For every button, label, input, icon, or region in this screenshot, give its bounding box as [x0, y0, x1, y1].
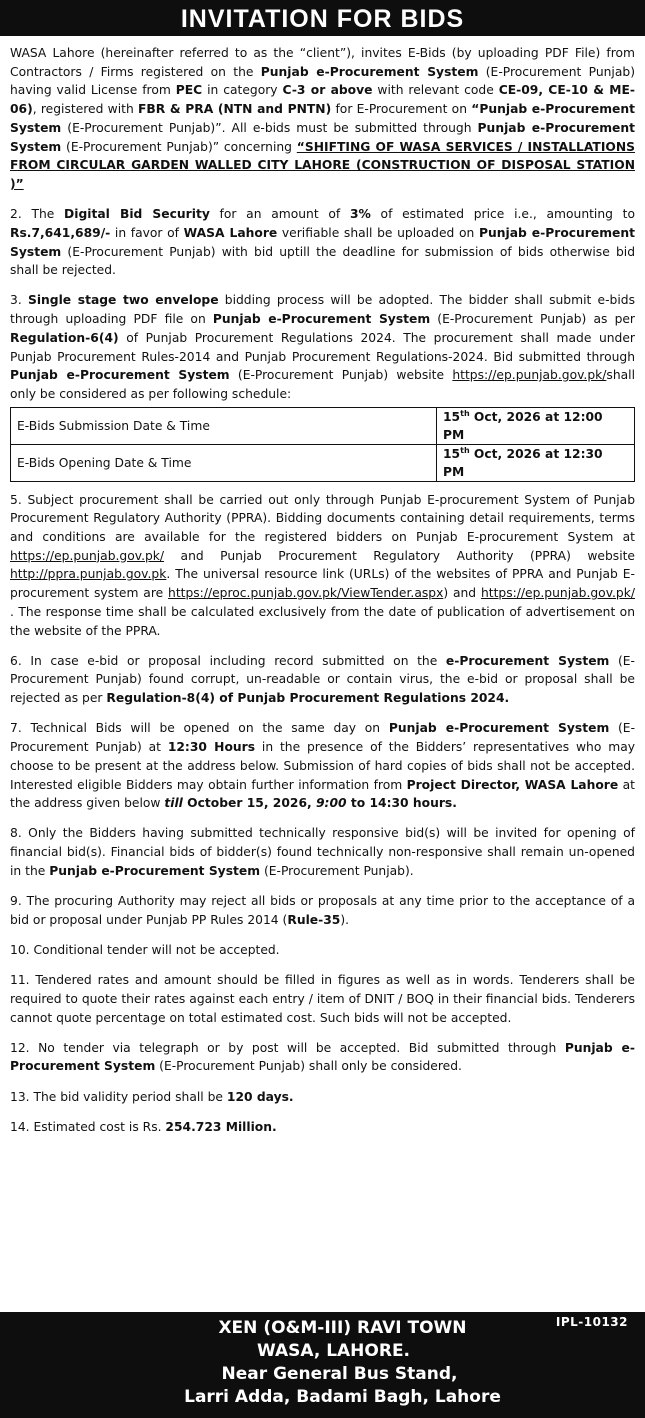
- paragraph-3: [10, 291, 635, 403]
- text: in the presence of the Bidders’ representatives who may choose to be present at the address below. Submission of hard copies of bids shall not be accepted. Interested eligible Bidders may obtain further information from: [10, 740, 636, 792]
- text: ) and: [443, 586, 481, 601]
- text: (E-Procurement Punjab)” concerning: [61, 139, 297, 154]
- text: WASA Lahore (hereinafter referred to as the “client”), invites E-Bids (by uploading PDF File) from Contractors / Firms registered on the: [10, 46, 635, 79]
- paragraph-13: [10, 1088, 635, 1107]
- text-bold: CE-09, CE-10 & ME-06): [10, 83, 636, 117]
- schedule-label: E-Bids Submission Date & Time: [11, 407, 437, 444]
- address-line: WASA, LAHORE.: [256, 1341, 411, 1361]
- title-text: INVITATION FOR BIDS: [180, 5, 465, 33]
- text-bold: 120 days.: [226, 1089, 294, 1104]
- text-bold: to 14:30 hours.: [346, 796, 457, 811]
- text: (E-Procurement Punjab) having valid License from: [10, 64, 635, 98]
- text: 9. The procuring Authority may reject all bids or proposals at any time prior to the acceptance of a bid or proposal under Punjab PP Rules 2014 (: [10, 894, 635, 927]
- date-rest: Oct, 2026 at 12:00 PM: [443, 409, 603, 442]
- text: 10. Conditional tender will not be accepted.: [10, 942, 280, 957]
- text: (E-Procurement Punjab) found corrupt, un-readable or contain virus, the e-bid or proposal shall be rejected as per: [10, 653, 635, 706]
- text-bold: FBR & PRA (NTN and PNTN): [138, 102, 332, 117]
- ep-punjab-link[interactable]: https://ep.punjab.gov.pk/: [452, 368, 607, 383]
- paragraph-5: [10, 491, 635, 641]
- text: 3.: [10, 293, 28, 308]
- text: 7. Technical Bids will be opened on the same day on: [10, 721, 389, 736]
- address-lines: [0, 1317, 645, 1409]
- text: for an amount of: [209, 207, 350, 222]
- text-bold: C-3 or above: [282, 83, 373, 98]
- eproc-link[interactable]: https://eproc.punjab.gov.pk/ViewTender.aspx: [168, 586, 444, 601]
- text: (E-Procurement Punjab) shall only be considered.: [155, 1059, 462, 1074]
- paragraph-9: [10, 892, 635, 929]
- text: 14. Estimated cost is Rs.: [10, 1119, 166, 1134]
- ep-punjab-link[interactable]: https://ep.punjab.gov.pk/: [480, 586, 636, 601]
- paragraph-7: [10, 719, 635, 813]
- text: 13. The bid validity period shall be: [10, 1089, 227, 1104]
- schedule-table: [10, 407, 635, 482]
- text-bold: Regulation-8(4) of Punjab Procurement Regulations 2024.: [106, 691, 510, 706]
- text-bold: WASA Lahore: [183, 225, 278, 240]
- table-row: [11, 407, 635, 444]
- text: 12. No tender via telegraph or by post will be accepted. Bid submitted through: [10, 1040, 565, 1055]
- text: with relevant code: [372, 83, 499, 98]
- schedule-date: [437, 407, 635, 444]
- text: . The universal resource link (URLs) of the websites of PPRA and Punjab E-procurement system are: [10, 567, 635, 601]
- schedule-date: [437, 444, 635, 481]
- text: ).: [340, 912, 350, 927]
- table-row: [11, 444, 635, 481]
- text: of Punjab Procurement Regulations 2024. The procurement shall made under Punjab Procurement Rules-2014 and Punjab Procurement Regulations-2024. Bid submitted through: [10, 330, 635, 364]
- paragraph-14: [10, 1118, 635, 1137]
- notice-body: [0, 36, 645, 1137]
- project-title: “SHIFTING OF WASA SERVICES / INSTALLATIONS FROM CIRCULAR GARDEN WALLED CITY LAHORE (CONSTRUCTION OF DISPOSAL STATION )”: [10, 139, 636, 191]
- text-bold: Punjab e-Procurement System: [388, 721, 610, 736]
- text: shall only be considered as per following schedule:: [10, 368, 635, 401]
- text: (E-Procurement Punjab) website: [229, 368, 453, 383]
- text-bold: 12:30 Hours: [167, 740, 256, 755]
- text-bold: PEC: [175, 83, 203, 98]
- paragraph-8: [10, 824, 635, 880]
- text: (E-Procurement Punjab)”. All e-bids must be submitted through: [61, 120, 478, 135]
- text-bold-italic: 9:00: [315, 796, 347, 811]
- text-bold: “Punjab e-Procurement System: [10, 102, 636, 135]
- ep-punjab-link[interactable]: https://ep.punjab.gov.pk/: [10, 548, 165, 563]
- text: 5. Subject procurement shall be carried out only through Punjab E-procurement System of Punjab Procurement Regulatory Authority (PPRA). Bidding documents containing detail requirements, terms and conditions are available for the registered bidders on Punjab E-procurement System at: [10, 492, 635, 545]
- paragraph-10: [10, 941, 635, 960]
- text-bold: Regulation-6(4): [10, 330, 119, 345]
- paragraph-12: [10, 1039, 635, 1076]
- text: and Punjab Procurement Regulatory Authority (PPRA) website: [164, 548, 635, 563]
- text: 2. The: [10, 207, 65, 222]
- text: bidding process will be adopted. The bidder shall submit e-bids through uploading PDF file on: [10, 293, 635, 327]
- address-line: XEN (O&M-III) RAVI TOWN: [218, 1318, 467, 1338]
- schedule-label: E-Bids Opening Date & Time: [11, 444, 437, 481]
- paragraph-2: [10, 205, 635, 280]
- text-bold-italic: till: [164, 796, 183, 811]
- text: 11. Tendered rates and amount should be filled in figures as well as in words. Tenderers shall be required to quote their rates against each entry / item of DNIT / BOQ in their financial bids. Tenderers cannot quote percentage on total estimated cost. Such bids will not be accepted.: [10, 973, 635, 1025]
- text-bold: Punjab e-Procurement System: [260, 64, 479, 79]
- day-suffix: th: [460, 445, 470, 455]
- text-bold: Punjab e-Procurement System: [212, 312, 431, 327]
- text-bold: Digital Bid Security: [64, 207, 210, 222]
- text: , registered with: [32, 102, 139, 117]
- text-bold: Single stage two envelope: [27, 293, 219, 308]
- footer-address: [0, 1312, 645, 1418]
- text-bold: 3%: [349, 207, 371, 222]
- text: (E-Procurement Punjab) at: [10, 721, 636, 755]
- text: of estimated price i.e., amounting to: [370, 207, 636, 222]
- text-bold: Punjab e-Procurement System: [10, 368, 230, 383]
- day: 15: [443, 409, 461, 424]
- page-title: [0, 0, 645, 36]
- text: 6. In case e-bid or proposal including record submitted on the: [10, 653, 446, 668]
- text-bold: Rs.7,641,689/-: [10, 225, 111, 240]
- paragraph-1: [10, 44, 635, 194]
- paragraph-11: [10, 971, 635, 1027]
- day-suffix: th: [460, 408, 470, 418]
- text: in category: [202, 83, 283, 98]
- text: verifiable shall be uploaded on: [277, 225, 479, 240]
- text: for E-Procurement on: [331, 102, 472, 117]
- paragraph-6: [10, 652, 635, 708]
- text: in favor of: [110, 225, 184, 240]
- text: (E-Procurement Punjab) with bid uptill the deadline for submission of bids otherwise bid shall be rejected.: [10, 244, 635, 278]
- ppra-link[interactable]: http://ppra.punjab.gov.pk: [10, 567, 167, 582]
- text-bold: Punjab e-Procurement System: [10, 225, 635, 259]
- text: at the address given below: [10, 777, 635, 811]
- text: 8. Only the Bidders having submitted technically responsive bid(s) will be invited for opening of financial bid(s). Financial bids of bidder(s) found technically non-responsive shall remain un-opened in the: [10, 826, 635, 878]
- text: . The response time shall be calculated exclusively from the date of publication of advertisement on the website of the PPRA.: [10, 604, 635, 638]
- text-bold: October 15, 2026,: [182, 796, 316, 811]
- address-line: Near General Bus Stand,: [221, 1364, 458, 1384]
- text-bold: e-Procurement System: [445, 653, 610, 668]
- ipl-reference: IPL-10132: [555, 1315, 628, 1329]
- text-bold: Punjab e-Procurement System: [10, 1040, 636, 1074]
- text: (E-Procurement Punjab).: [260, 863, 414, 878]
- text-bold: Punjab e-Procurement System: [49, 863, 261, 878]
- text-bold: Project Director, WASA Lahore: [406, 777, 619, 792]
- address-line: Larri Adda, Badami Bagh, Lahore: [184, 1387, 501, 1407]
- date-rest: Oct, 2026 at 12:30 PM: [443, 446, 603, 479]
- text-bold: 254.723 Million.: [165, 1119, 277, 1134]
- text-bold: Punjab e-Procurement System: [10, 120, 635, 154]
- text: (E-Procurement Punjab) as per: [430, 312, 635, 327]
- day: 15: [443, 446, 461, 461]
- text-bold: Rule-35: [287, 912, 341, 927]
